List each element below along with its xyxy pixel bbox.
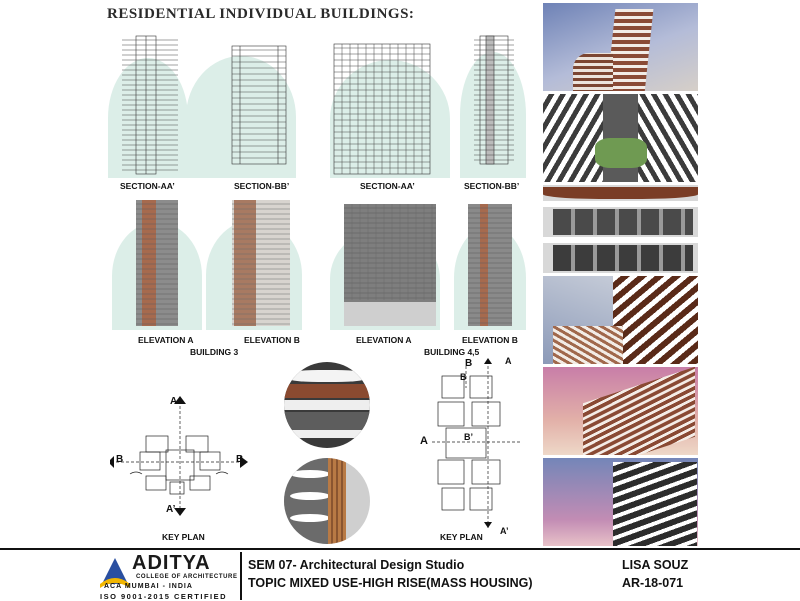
section-mark-a: A: [170, 396, 178, 407]
elevation-label: ELEVATION A: [138, 335, 194, 345]
section-drawing-4: [470, 34, 518, 166]
render-photo-sunset-tower: [543, 367, 698, 455]
section-drawing-1: [118, 34, 188, 176]
section-mark-a-prime: A’: [500, 526, 509, 536]
render-photo-worms-eye: [543, 276, 698, 364]
section-label: SECTION-AA’: [120, 181, 175, 191]
section-mark-b-prime: B: [236, 454, 244, 465]
section-mark-a: A: [420, 435, 428, 447]
section-mark-a: A: [505, 356, 512, 366]
section-mark-b-prime: B’: [464, 432, 473, 442]
elevation-label: ELEVATION A: [356, 335, 412, 345]
sheet-title: RESIDENTIAL INDIVIDUAL BUILDINGS:: [107, 6, 415, 22]
section-label: SECTION-BB’: [464, 181, 520, 191]
section-label: SECTION-AA’: [360, 181, 415, 191]
detail-circle-balcony-top: [284, 362, 370, 448]
logo-subtitle: COLLEGE OF ARCHITECTURE: [136, 574, 238, 580]
elevation-drawing-2: [230, 198, 292, 328]
render-photo-night-tower: [543, 458, 698, 546]
section-mark-b: B: [116, 454, 124, 465]
course-title: SEM 07- Architectural Design Studio: [248, 558, 465, 572]
section-mark-a-prime: A’: [166, 504, 176, 515]
project-topic: TOPIC MIXED USE-HIGH RISE(MASS HOUSING): [248, 576, 533, 590]
elevation-drawing-1: [132, 198, 182, 328]
logo-location: ACA MUMBAI - INDIA: [104, 583, 193, 590]
elevation-label: ELEVATION B: [244, 335, 300, 345]
roll-number: AR-18-071: [622, 576, 684, 590]
key-plan-label: KEY PLAN: [162, 532, 205, 542]
section-label: SECTION-BB’: [234, 181, 290, 191]
building-label: BUILDING 3: [190, 347, 239, 357]
render-photo-tower-sky: [543, 3, 698, 91]
section-mark-b: B: [465, 358, 473, 369]
elevation-label: ELEVATION B: [462, 335, 518, 345]
section-drawing-2: [228, 44, 290, 166]
title-block: [0, 548, 800, 600]
student-name: LISA SOUZ: [622, 558, 689, 572]
key-plan-left: [110, 392, 250, 522]
key-plan-right: [428, 358, 524, 530]
render-photo-balcony-closeup: [543, 185, 698, 273]
render-photo-courtyard-aerial: [543, 94, 698, 182]
key-plan-label: KEY PLAN: [440, 532, 483, 542]
section-drawing-3: [330, 42, 434, 176]
section-mark-b: B: [460, 372, 467, 382]
logo-name: ADITYA: [132, 552, 211, 574]
detail-circle-facade-fins: [284, 458, 370, 544]
footer-divider: [240, 552, 242, 600]
elevation-drawing-4: [466, 202, 514, 328]
elevation-drawing-3: [342, 202, 438, 328]
building-label: BUILDING 4,5: [424, 347, 480, 357]
logo-certification: ISO 9001-2015 CERTIFIED: [100, 592, 228, 601]
